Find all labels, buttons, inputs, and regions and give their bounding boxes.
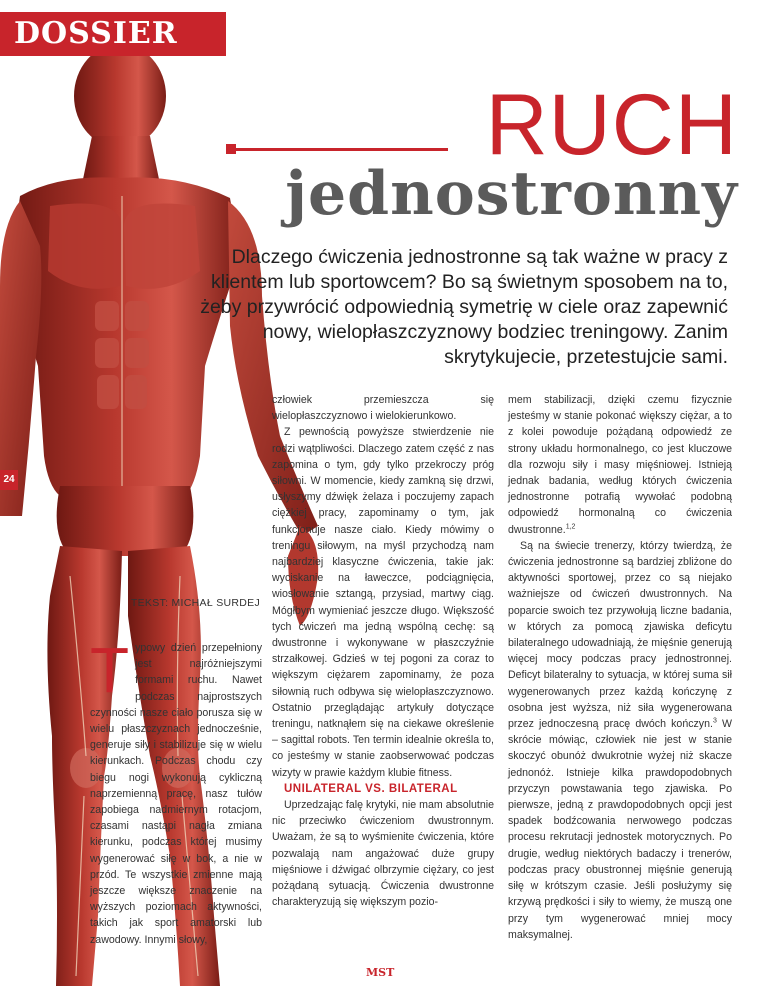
article-column-2 <box>272 392 494 911</box>
page-number: 24 <box>0 470 18 490</box>
footnote-ref-3: 3 <box>712 717 717 725</box>
title-dot <box>226 144 236 154</box>
col3-paragraph-2b: W skrócie mówiąc, człowiek nie jest w stanie skoczyć obunóż dwukrotnie wyżej niż skacze jednonóż. Istnieje kilka prawdopodobnych przyczyn powstawania tego zjawiska. Po pierwsze, jedną z prawdopodobnych opcji jest spadek bodźcowania nerwowego podczas procesu rekrutacji jednostek motorycznych. Po drugie, według niektórych badaczy i trenerów, podczas pracy obustronnej mięśnie generują siłę w krótszym czasie. Jeśli posłużymy się krzywą prędkości i siły to wiemy, że muszą one przy tym wygenerować mniej mocy maksymalnej. <box>508 718 732 941</box>
col2-paragraph-1: człowiek przemieszcza się wielopłaszczyznowo i wielokierunkowo. <box>272 394 494 423</box>
footer-logo: MST <box>366 966 395 979</box>
col3-paragraph-2: Są na świecie trenerzy, którzy twierdzą, że ćwiczenia jednostronne są bardziej zbliżone do aktywności sportowej, przez co są niejako ważniejsze od ćwiczeń dwustronnych. Na poparcie swoich tez przywołują liczne badania, w których za pomocą zjawiska deficytu bilateralnego udowadniają, że mięśnie generują więcej mocy podczas pracy jednostronnej. Deficyt bilateralny to sytuacja, w której suma sił wygenerowanych przez każdą kończynę z osobna jest wyższa, niż siła wygenerowana przez jednoczesną pracę dwóch kończyn. <box>508 539 732 731</box>
col2-paragraph-3: Uprzedzając falę krytyki, nie mam absolutnie nic przeciwko ćwiczeniom dwustronnym. Uważam, że są to wyśmienite ćwiczenia, które pozwalają nam angażować duże grupy mięśniowe i dźwigać olbrzymie ciężary, co jest pożądaną sytuacją. Ćwiczenia dwustronne charakteryzują się większym pozio- <box>272 799 494 909</box>
dossier-label: DOSSIER <box>14 16 178 51</box>
col2-paragraph-2: Z pewnością powyższe stwierdzenie nie rodzi wątpliwości. Dlaczego zatem część z nas zapomina o tym, gdy tylko przekroczy próg siłowni. W momencie, kiedy zamkną się drzwi, usłyszymy dźwięk żelaza i poczujemy zapach ciężkiej pracy, zapominamy o tym, jak funkcjonuje nasze ciało. Kiedy mówimy o treningu siłowym, na myśl przychodzą nam najbardziej klasyczne ćwiczenia, takie jak: wyciskanie na ławeczce, podciągnięcia, wiosłowanie sztangą, przysiad, martwy ciąg. Mógłbym wymieniać jeszcze długo. Większość tych ćwiczeń ma jedną wspólną cechę: są dwustronne i wykonywane w płaszczyźnie strzałkowej. Gdzieś w tej pogoni za coraz to większym ciężarem zapominamy, że poza siłownią ruch odbywa się wielopłaszczyznowo. Ostatnio przeglądając artykuły dotyczące treningu, natknąłem się na ciekawe określenie – sagittal robots. Ten termin idealnie określa to, co jesteśmy w stanie zaobserwować podczas wizyty w prawie każdym klubie fitness. <box>272 426 494 779</box>
dossier-badge <box>0 12 226 56</box>
col3-paragraph-1: mem stabilizacji, dzięki czemu fizycznie jesteśmy w stanie pokonać większy ciężar, a to z kolei powoduje pożądaną odpowiedź ze strony układu hormonalnego, co jest kluczowe dla rozwoju siły i masy mięśniowej. Istnieją jednak badania, według których ćwiczenia jednostronne potrafią wywołać podobną odpowiedź hormonalną co ćwiczenia dwustronne. <box>508 394 732 536</box>
author-credit: TEKST: MICHAŁ SURDEJ <box>130 597 260 609</box>
col1-text: ypowy dzień przepełniony jest najróżniejszymi formami ruchu. Nawet podczas najprostszych czynności nasze ciało porusza się w wielu płaszczyznach jednocześnie, generuje siły i stabilizuje się w wielu kierunkach. Podczas chodu czy biegu nogi wykonują cykliczną naprzemienną pracę, nasz tułów zapobiega nadmiernym rotacjom, czasami nastąpi nagła zmiana kierunku, podczas której musimy wygenerować siłę w bok, a nie w przód. Te wszystkie zmienne mają jeszcze większe znaczenie na wyższych poziomach aktywności, takich jak sport amatorski lub zawodowy. Innymi słowy, <box>90 642 262 946</box>
title-jednostronny: jednostronny <box>285 159 738 229</box>
title-rule <box>228 148 448 151</box>
article-column-1 <box>90 634 262 948</box>
lead-paragraph: Dlaczego ćwiczenia jednostronne są tak ważne w pracy z klientem lub sportowcem? Bo są świetnym sposobem na to, żeby przywrócić odpowiednią symetrię w ciele oraz zapewnić nowy, wielopłaszczyznowy bodziec treningowy. Zanim skrytykujecie, przetestujcie sami. <box>200 246 728 368</box>
section-subhead: UNILATERAL VS. BILATERAL <box>284 782 458 795</box>
title-ruch: RUCH <box>485 77 738 173</box>
footnote-ref-1: 1,2 <box>565 523 576 531</box>
drop-cap: T <box>90 634 130 706</box>
article-column-3 <box>508 392 732 943</box>
